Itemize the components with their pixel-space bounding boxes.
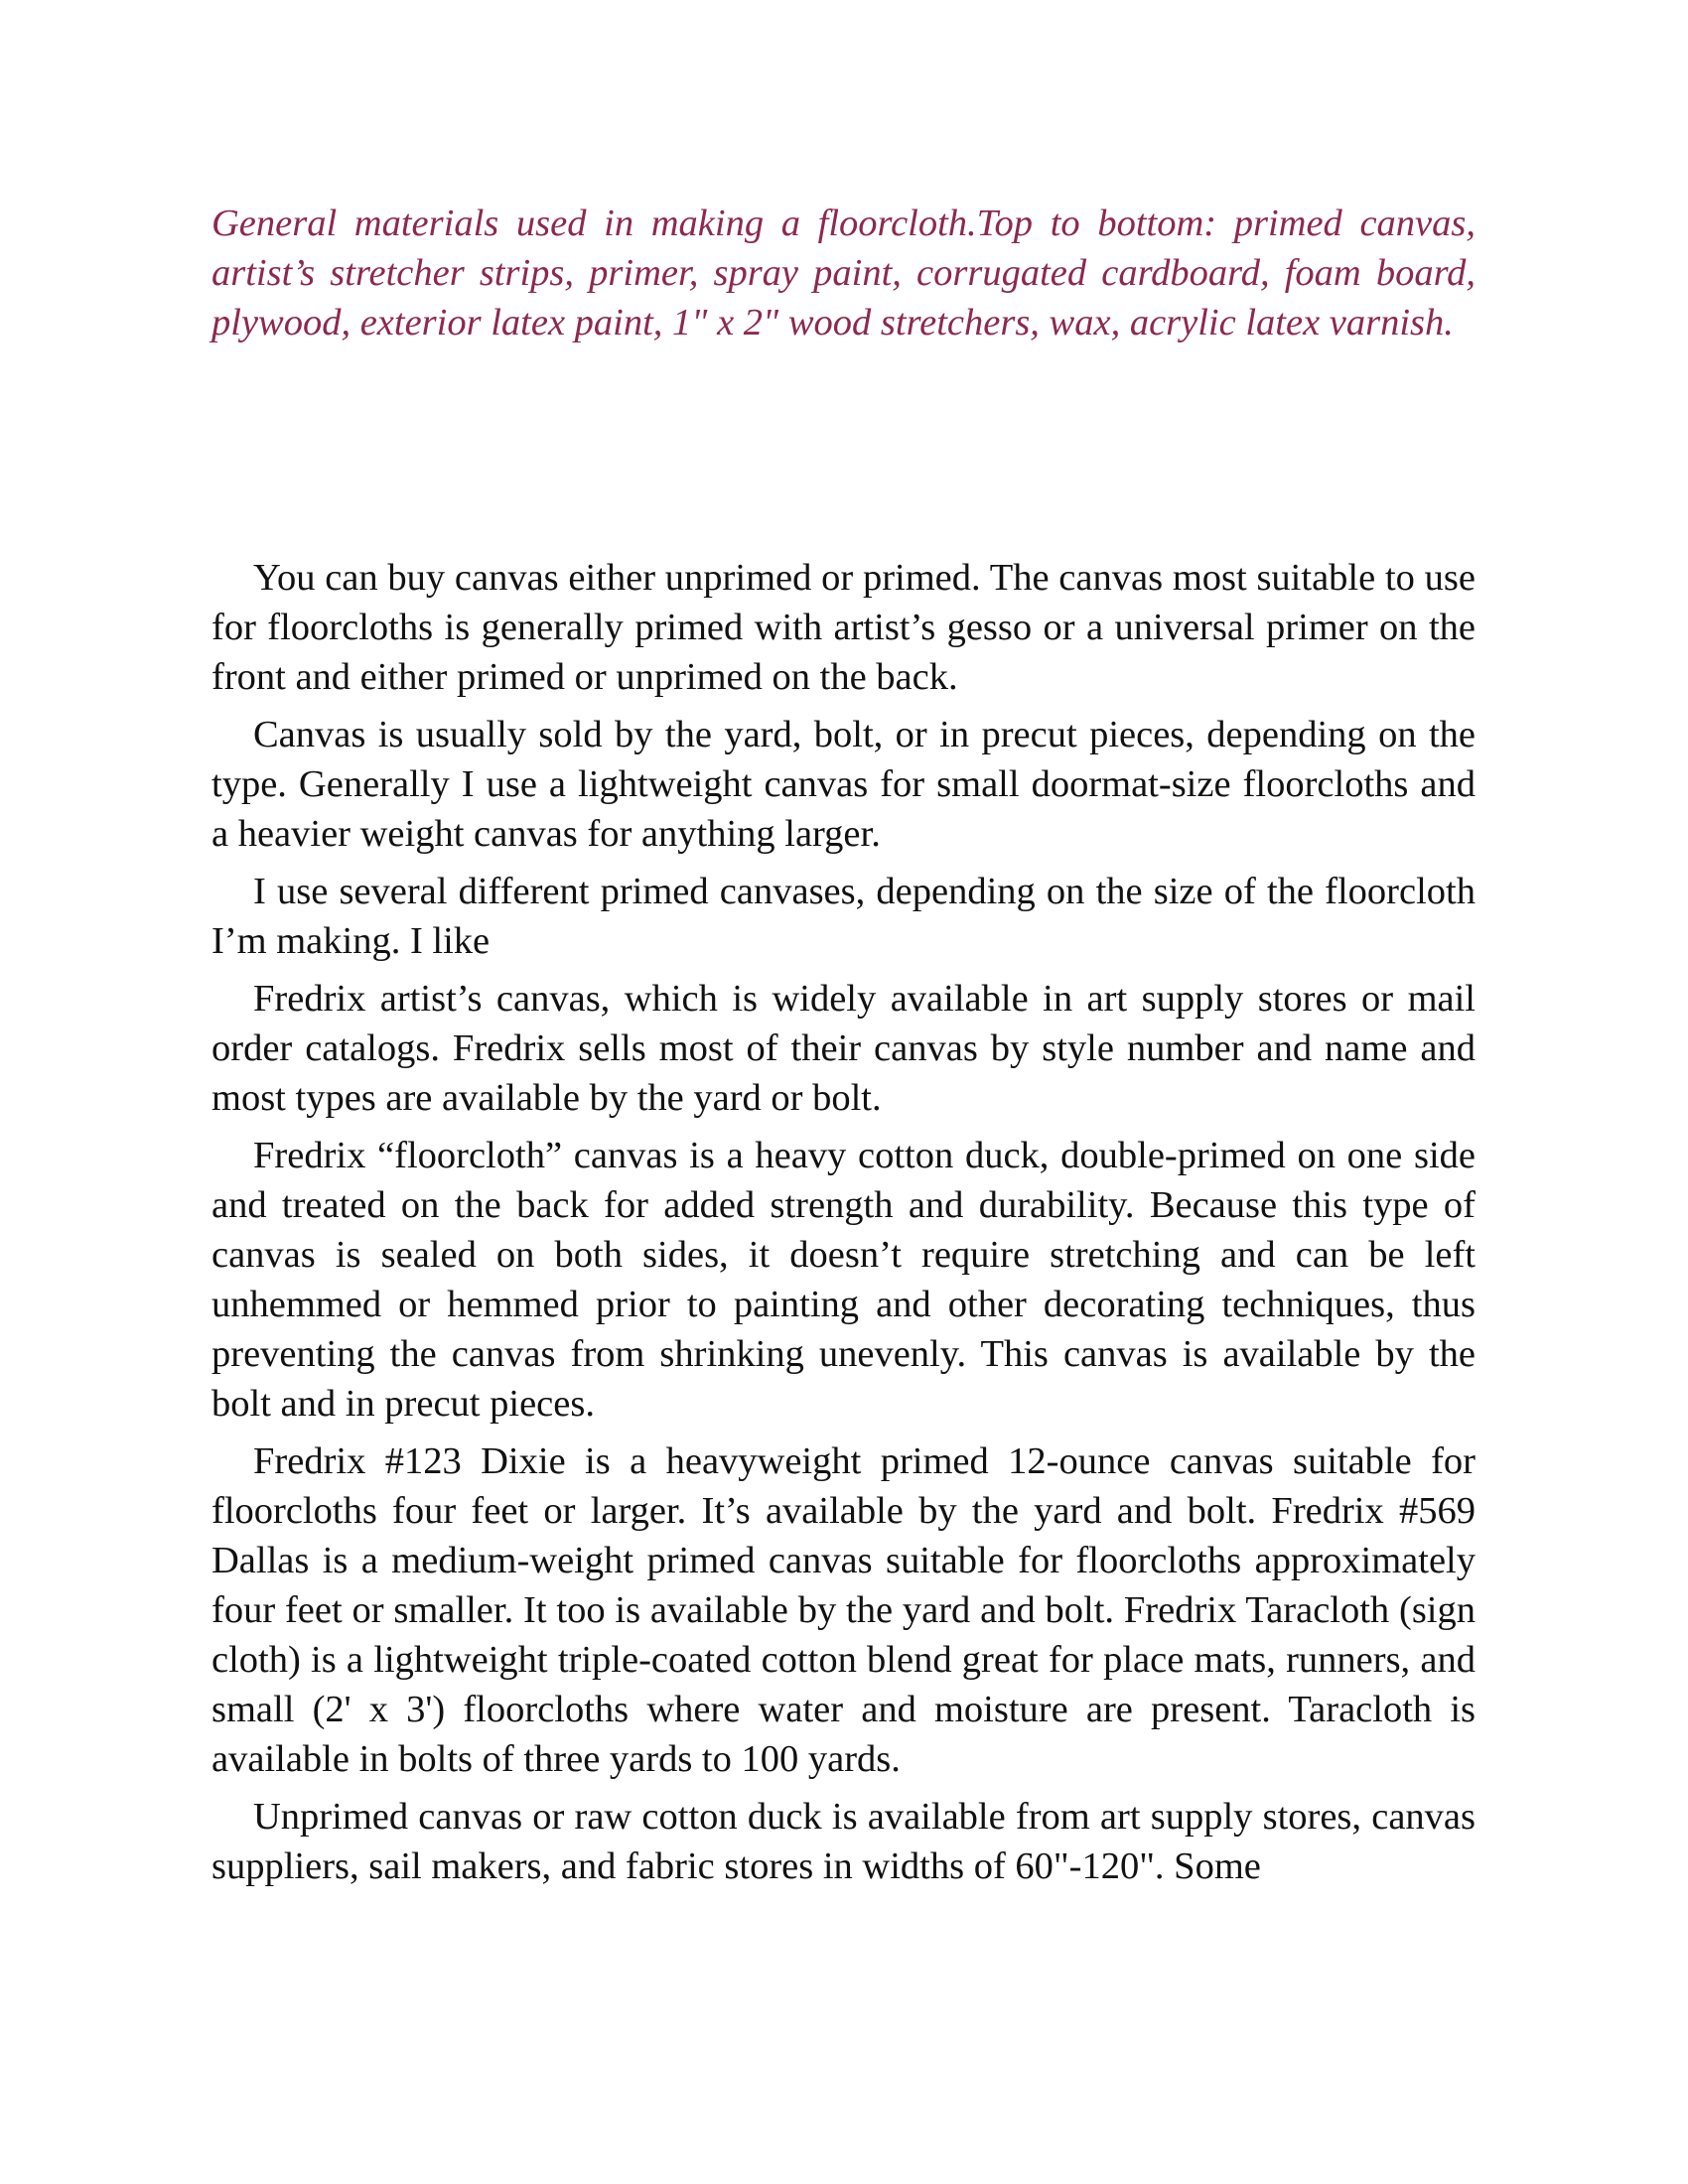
paragraph-primed-canvases: I use several different primed canvases, depending on the size of the floorcloth I’m making. I like: [211, 871, 1476, 962]
paragraph-canvas-sold: Canvas is usually sold by the yard, bolt, or in precut pieces, depending on the type. Generally I use a lightweight canvas for small doormat-size floorcloths and a heavier weight canvas for anything larger.: [211, 714, 1476, 855]
paragraph-fredrix-floorcloth: Fredrix “floorcloth” canvas is a heavy cotton duck, double-primed on one side and treated on the back for added strength and durability. Because this type of canvas is sealed on both sides, it doesn’t require stretching and can be left unhemmed or hemmed prior to painting and other decorating techniques, thus preventing the canvas from shrinking unevenly. This canvas is available by the bolt and in precut pieces.: [211, 1135, 1476, 1425]
paragraph-fredrix-artist: Fredrix artist’s canvas, which is widely available in art supply stores or mail order catalogs. Fredrix sells most of their canvas by style number and name and most types are available by the yard or bolt.: [211, 978, 1476, 1119]
body-text: [211, 553, 1476, 1899]
paragraph-canvas-types: You can buy canvas either unprimed or primed. The canvas most suitable to use for floorcloths is generally primed with artist’s gesso or a universal primer on the front and either primed or unprimed on the back.: [211, 557, 1476, 698]
paragraph-fredrix-styles: Fredrix #123 Dixie is a heavyweight primed 12-ounce canvas suitable for floorcloths four feet or larger. It’s available by the yard and bolt. Fredrix #569 Dallas is a medium-weight primed canvas suitable for floorcloths approximately four feet or smaller. It too is available by the yard and bolt. Fredrix Taracloth (sign cloth) is a lightweight triple-coated cotton blend great for place mats, runners, and small (2' x 3') floorcloths where water and moisture are present. Taracloth is available in bolts of three yards to 100 yards.: [211, 1440, 1476, 1780]
figure-caption: General materials used in making a floorcloth.Top to bottom: primed canvas, artist’s stretcher strips, primer, spray paint, corrugated cardboard, foam board, plywood, exterior latex paint, 1" x 2" wood stretchers, wax, acrylic latex varnish.: [211, 203, 1476, 343]
paragraph-unprimed-canvas: Unprimed canvas or raw cotton duck is available from art supply stores, canvas suppliers, sail makers, and fabric stores in widths of 60"-120". Some: [211, 1796, 1476, 1887]
